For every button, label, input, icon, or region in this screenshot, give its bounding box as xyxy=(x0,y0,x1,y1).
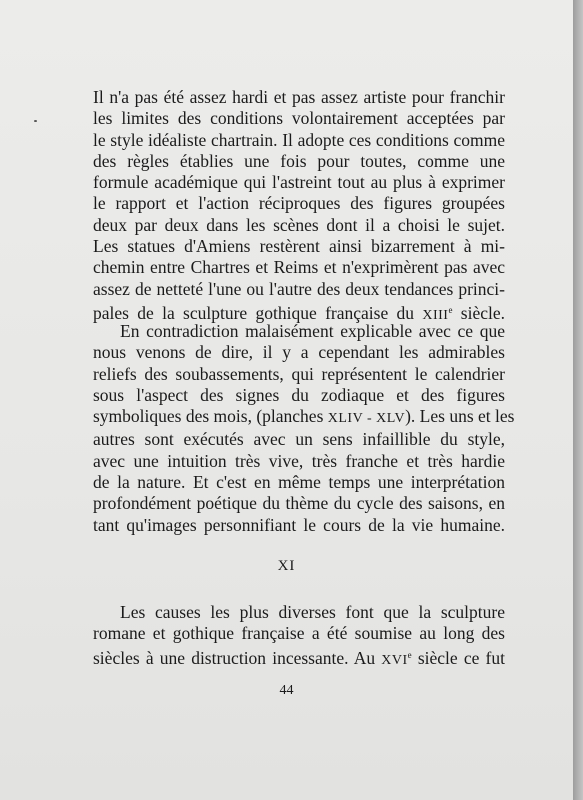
superscript: e xyxy=(448,304,453,315)
superscript: e xyxy=(407,649,412,660)
section-heading: XI xyxy=(277,558,296,574)
text-line: Il n'a pas été assez hardi et pas assez artiste pour franchir xyxy=(93,87,505,107)
text-line: En contradiction malaisément explicable avec ce que xyxy=(120,321,505,341)
text-line: profondément poétique du thème du cycle des saisons, en xyxy=(93,493,505,514)
text-line: de la nature. Et c'est en même temps une interprétation xyxy=(93,472,505,493)
text-line: avec une intuition très vive, très franche et très hardie xyxy=(93,450,505,471)
text-line: assez de netteté l'une ou l'autre des deux tendances princi- xyxy=(93,278,505,299)
paragraph-1 xyxy=(93,87,505,326)
text-line: tant qu'images personnifiant le cours de la vie humaine. xyxy=(93,514,505,535)
paragraph-3 xyxy=(93,602,505,671)
text-line: sous l'aspect des signes du zodiaque et des figures xyxy=(93,384,505,405)
line-text: ). Les uns et les xyxy=(405,406,515,427)
text-line: les limites des conditions volontairement acceptées par xyxy=(93,108,505,129)
roman-numeral: XIII xyxy=(422,307,449,323)
line-text: siècle ce fut xyxy=(411,647,505,668)
roman-numeral: XLIV - XLV xyxy=(327,411,406,427)
text-line: reliefs des soubassements, qui représentent le calendrier xyxy=(93,363,505,384)
roman-numeral: XVI xyxy=(381,652,408,668)
line-text: symboliques des mois, (planches xyxy=(93,406,328,427)
text-line: Les causes les plus diverses font que la sculpture xyxy=(120,602,505,622)
line-text: siècles à une distruction incessante. Au xyxy=(93,647,382,668)
line-text: siècle. xyxy=(452,302,505,323)
page-edge xyxy=(573,0,583,800)
text-line: deux par deux dans les scènes dont il a choisi le sujet. xyxy=(93,214,505,235)
text-line: Les statues d'Amiens restèrent ainsi bizarrement à mi- xyxy=(93,236,505,257)
text-line xyxy=(93,406,515,429)
text-line: formule académique qui l'astreint tout au plus à exprimer xyxy=(93,172,505,193)
line-text: pales de la sculpture gothique française du xyxy=(93,302,423,323)
paper-speck xyxy=(34,120,37,122)
page-number: 44 xyxy=(279,683,294,698)
text-line: le style idéaliste chartrain. Il adopte ces conditions comme xyxy=(93,129,505,150)
text-line: chemin entre Chartres et Reims et n'exprimèrent pas avec xyxy=(93,257,505,278)
text-line: autres sont exécutés avec un sens infaillible du style, xyxy=(93,429,505,450)
text-line: des règles établies une fois pour toutes, comme une xyxy=(93,150,505,171)
text-line: romane et gothique française a été soumise au long des xyxy=(93,623,505,644)
text-line xyxy=(93,645,505,671)
text-line: nous venons de dire, il y a cependant les admirables xyxy=(93,342,505,363)
text-line: le rapport et l'action réciproques des figures groupées xyxy=(93,193,505,214)
paragraph-2 xyxy=(93,321,515,536)
